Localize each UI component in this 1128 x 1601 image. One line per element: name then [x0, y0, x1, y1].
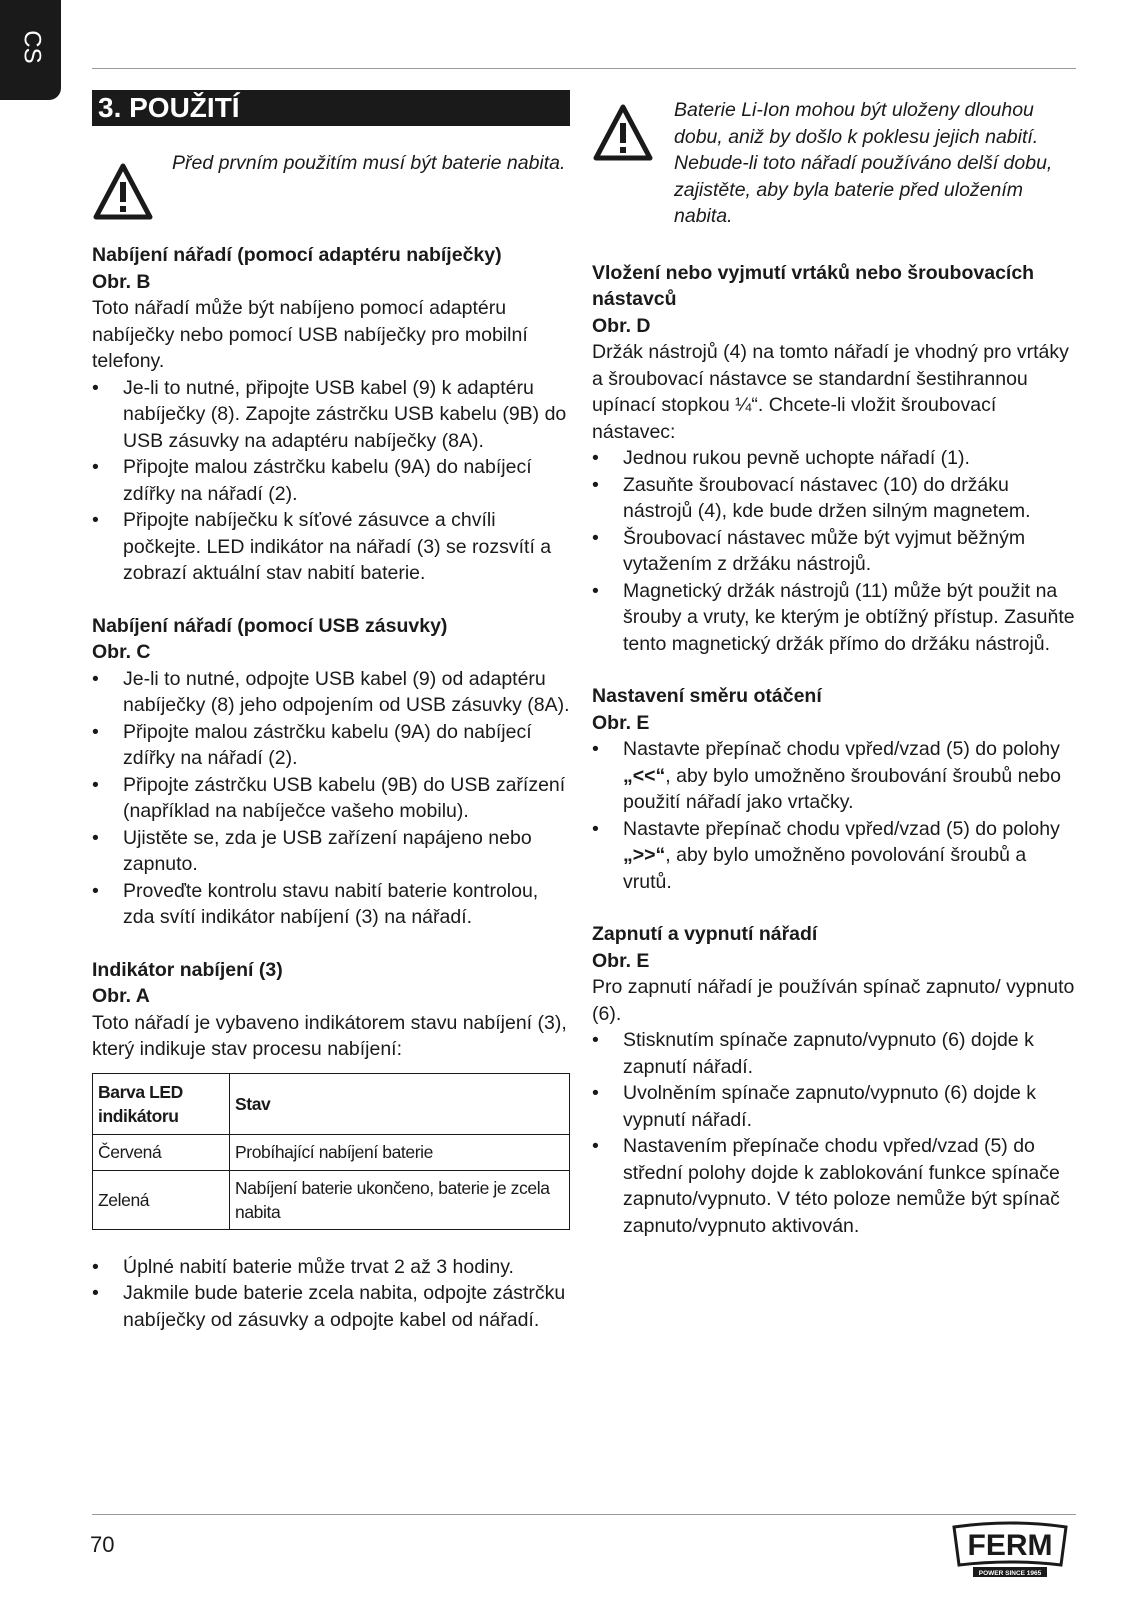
list-item: • Ujistěte se, zda je USB zařízení napájeno nebo zapnuto. [92, 825, 570, 878]
bullet-list [92, 666, 570, 931]
logo-tagline: POWER SINCE 1965 [978, 1570, 1042, 1577]
section-heading: Nabíjení nářadí (pomocí adaptéru nabíječky) [92, 244, 502, 266]
rotation-direction-section [592, 683, 1078, 895]
section-heading: Nastavení směru otáčení [592, 685, 822, 707]
table-header-status: Stav [230, 1073, 570, 1134]
warning-text: Baterie Li-Ion mohou být uloženy dlouhou dobu, aniž by došlo k poklesu jejich nabití. Nebude-li toto nářadí používáno delší dobu, zajistěte, aby byla baterie před uložením nabita. [674, 99, 1053, 227]
table-header-led-color: Barva LED indikátoru [93, 1073, 230, 1134]
right-column [592, 97, 1078, 1239]
list-item: • Proveďte kontrolu stavu nabití baterie kontrolou, zda svítí indikátor nabíjení (3) na nářadí. [92, 878, 570, 931]
figure-ref: Obr. E [592, 949, 650, 972]
language-tab [0, 0, 61, 100]
on-off-section [592, 921, 1078, 1239]
charging-usb-section [92, 613, 570, 931]
list-item: • Jednou rukou pevně uchopte nářadí (1). [592, 445, 1078, 472]
list-item: • Uvolněním spínače zapnuto/vypnuto (6) dojde k vypnutí nářadí. [592, 1080, 1078, 1133]
list-item: • Připojte malou zástrčku kabelu (9A) do nabíjecí zdířky na nářadí (2). [92, 454, 570, 507]
list-item: • Jakmile bude baterie zcela nabita, odpojte zástrčku nabíječky od zásuvky a odpojte kabel od nářadí. [92, 1280, 570, 1333]
bullet-list [92, 375, 570, 587]
table-cell: Červená [93, 1134, 230, 1170]
list-item: • Je-li to nutné, odpojte USB kabel (9) od adaptéru nabíječky (8) jeho odpojením od USB zásuvky (8A). [92, 666, 570, 719]
figure-ref: Obr. E [592, 711, 650, 734]
section-heading: Nabíjení nářadí (pomocí USB zásuvky) [92, 614, 448, 637]
list-item [592, 816, 1078, 896]
led-status-table [92, 1073, 570, 1230]
bullet-list [592, 736, 1078, 895]
list-item: • Připojte zástrčku USB kabelu (9B) do USB zařízení (například na nabíječce vašeho mobilu). [92, 772, 570, 825]
section-heading: Vložení nebo vyjmutí vrtáků nebo šroubovacích nástavců [592, 261, 1035, 310]
logo-wordmark: FERM [967, 1529, 1053, 1562]
table-cell: Zelená [93, 1170, 230, 1229]
figure-ref: Obr. A [92, 985, 150, 1007]
page-number: 70 [90, 1532, 115, 1557]
list-item: • Magnetický držák nástrojů (11) může být použit na šrouby a vruty, ke kterým je obtížný přístup. Zasuňte tento magnetický držák přímo do držáku nástrojů. [592, 578, 1078, 658]
bullet-list [592, 1027, 1078, 1239]
table-row [93, 1170, 570, 1229]
list-item: • Úplné nabití baterie může trvat 2 až 3 hodiny. [92, 1254, 570, 1281]
bullet-list-after-table [92, 1254, 570, 1334]
warning-li-ion-storage [592, 97, 1078, 230]
language-code: CS [18, 30, 46, 64]
text: Nastavte přepínač chodu vpřed/vzad (5) do polohy [623, 738, 1060, 760]
figure-ref: Obr. B [92, 270, 151, 293]
paragraph: Toto nářadí může být nabíjeno pomocí adaptéru nabíječky nebo pomocí USB nabíječky pro mobilní telefony. [92, 297, 528, 372]
list-item: • Nastavením přepínače chodu vpřed/vzad (5) do střední polohy dojde k zablokování funkce spínače zapnuto/vypnuto. V této poloze nemůže být spínač zapnuto/vypnuto aktivován. [592, 1133, 1078, 1239]
list-item [592, 736, 1078, 816]
bottom-divider [92, 1514, 1076, 1515]
warning-icon [92, 162, 154, 222]
ferm-logo [951, 1517, 1069, 1579]
table-cell: Nabíjení baterie ukončeno, baterie je zcela nabita [230, 1170, 570, 1229]
section-heading: Indikátor nabíjení (3) [92, 958, 283, 981]
bullet-list [592, 445, 1078, 657]
paragraph: Toto nářadí je vybaveno indikátorem stavu nabíjení (3), který indikuje stav procesu nabíjení: [92, 1011, 567, 1060]
list-item: • Je-li to nutné, připojte USB kabel (9) k adaptéru nabíječky (8). Zapojte zástrčku USB kabelu (9B) do USB zásuvky na adaptéru nabíječky (8A). [92, 375, 570, 455]
warning-icon [592, 103, 654, 163]
figure-ref: Obr. C [92, 641, 151, 663]
figure-ref: Obr. D [592, 314, 651, 337]
text: , aby bylo umožněno šroubování šroubů nebo použití nářadí jako vrtačky. [623, 764, 1061, 813]
table-cell: Probíhající nabíjení baterie [230, 1134, 570, 1170]
section-title: 3. POUŽITÍ [92, 90, 570, 126]
charging-adapter-section [92, 242, 570, 587]
insert-bits-section [592, 260, 1078, 658]
list-item: • Zasuňte šroubovací nástavec (10) do držáku nástrojů (4), kde bude držen silným magnetem. [592, 472, 1078, 525]
charge-indicator-section [92, 957, 570, 1063]
top-divider [92, 68, 1076, 69]
symbol-reverse: „<<“ [623, 764, 666, 787]
warning-text: Před prvním použitím musí být baterie nabita. [172, 152, 566, 174]
symbol-forward: „>>“ [623, 844, 666, 866]
paragraph: Pro zapnutí nářadí je používán spínač zapnuto/ vypnuto (6). [592, 976, 1075, 1025]
list-item: • Šroubovací nástavec může být vyjmut běžným vytažením z držáku nástrojů. [592, 525, 1078, 578]
text: , aby bylo umožněno povolování šroubů a vrutů. [623, 844, 1027, 893]
text: Nastavte přepínač chodu vpřed/vzad (5) do polohy [623, 817, 1060, 840]
left-column [92, 90, 570, 1333]
list-item: • Stisknutím spínače zapnuto/vypnuto (6) dojde k zapnutí nářadí. [592, 1027, 1078, 1080]
section-heading: Zapnutí a vypnutí nářadí [592, 923, 818, 945]
list-item: • Připojte nabíječku k síťové zásuvce a chvíli počkejte. LED indikátor na nářadí (3) se rozsvítí a zobrazí aktuální stav nabití baterie. [92, 507, 570, 587]
paragraph: Držák nástrojů (4) na tomto nářadí je vhodný pro vrtáky a šroubovací nástavce se standardní šestihrannou upínací stopkou ¼“. Chcete-li vložit šroubovací nástavec: [592, 341, 1069, 443]
table-row [93, 1134, 570, 1170]
warning-charge-first [92, 150, 570, 230]
list-item: • Připojte malou zástrčku kabelu (9A) do nabíjecí zdířky na nářadí (2). [92, 719, 570, 772]
